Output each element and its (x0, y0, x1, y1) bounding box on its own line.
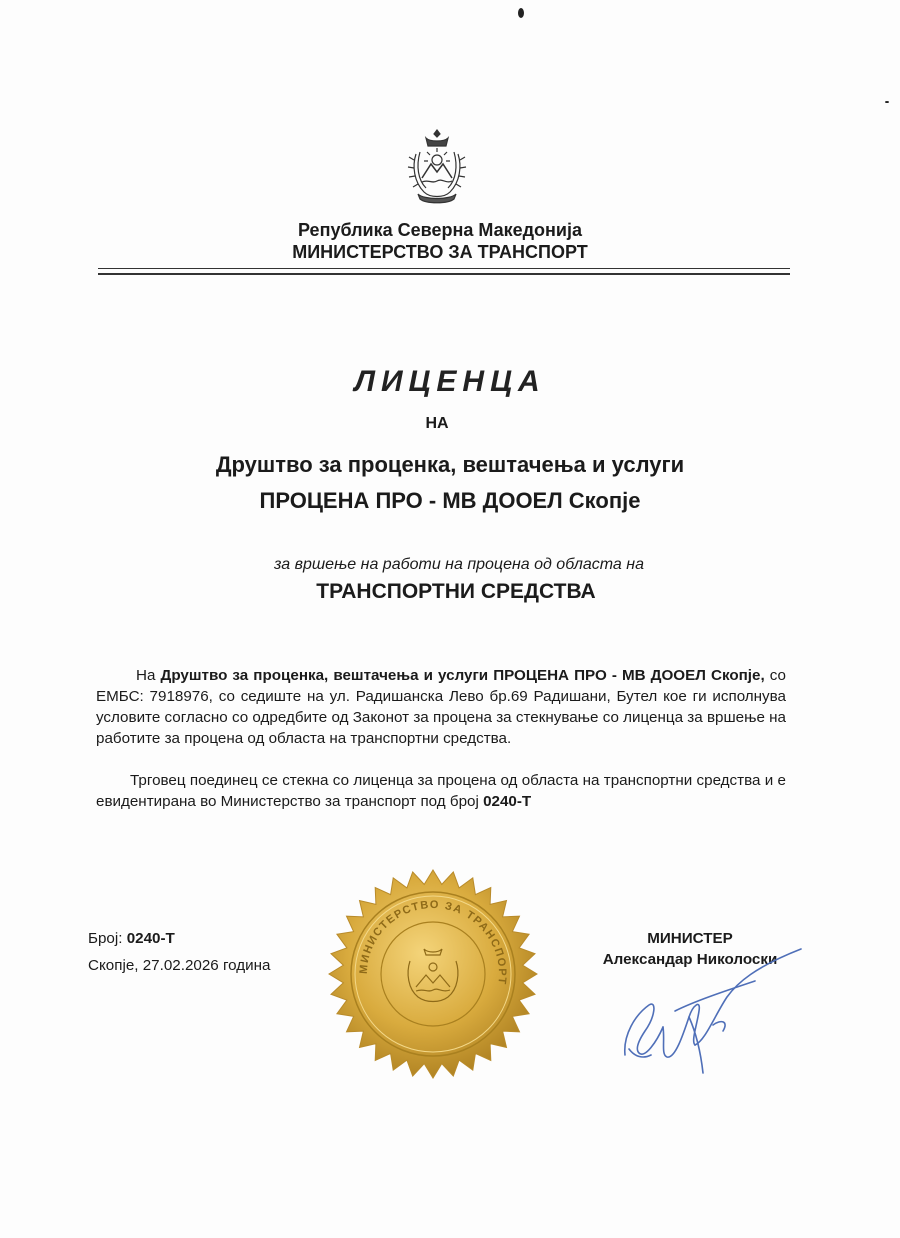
number-label: Број: (88, 930, 127, 947)
title-preposition: НА (425, 415, 449, 432)
license-field: ТРАНСПОРТНИ СРЕДСТВА (316, 580, 596, 603)
scan-speck (885, 101, 889, 103)
gold-seal-icon (328, 869, 538, 1079)
document-number (88, 930, 175, 947)
header-rule (98, 273, 790, 275)
place-and-date: Скопје, 27.02.2026 година (88, 957, 271, 974)
country-name: Република Северна Македонија (298, 220, 582, 240)
p2-registration-number: 0240-Т (483, 793, 532, 810)
handwritten-signature-icon (605, 945, 815, 1090)
number-value: 0240-Т (126, 930, 175, 947)
minister-name: Александар Николоски (602, 951, 778, 968)
p1-text: со ЕМБС: 7918976, со седиште на ул. Радишанска Лево бр.69 Радишани, Бутел кое ги исполнува условите согласно со одредбите од Законот за процена за стекнување со лиценца за вршење на работите за процена од областа на транспортни средства. (96, 667, 786, 747)
p1-organization: Друштво за проценка, вештачења и услуги ПРОЦЕНА ПРО - МВ ДООЕЛ Скопје, (160, 667, 765, 684)
header-rule (98, 268, 790, 269)
coat-of-arms-icon (404, 126, 470, 206)
minister-title: МИНИСТЕР (647, 930, 733, 947)
body-paragraph-1 (96, 665, 786, 749)
organization-name-line1: Друштво за проценка, вештачења и услуги (215, 452, 685, 477)
document-title: ЛИЦЕНЦА (354, 365, 546, 398)
organization-name-line2: ПРОЦЕНА ПРО - МВ ДООЕЛ Скопје (259, 488, 641, 513)
p1-prefix: На (136, 667, 161, 684)
seal-text: МИНИСТЕРСТВО ЗА ТРАНСПОРТ (357, 898, 509, 987)
scan-speck (518, 8, 524, 18)
p2-text: Трговец поединец се стекна со лиценца за процена од областа на транспортни средства и е евидентирана во Министерство за транспорт под број (96, 772, 786, 810)
ministry-name: МИНИСТЕРСТВО ЗА ТРАНСПОРТ (292, 242, 588, 262)
license-purpose: за вршење на работи на процена од областа на (274, 556, 644, 573)
body-paragraph-2 (96, 770, 786, 812)
